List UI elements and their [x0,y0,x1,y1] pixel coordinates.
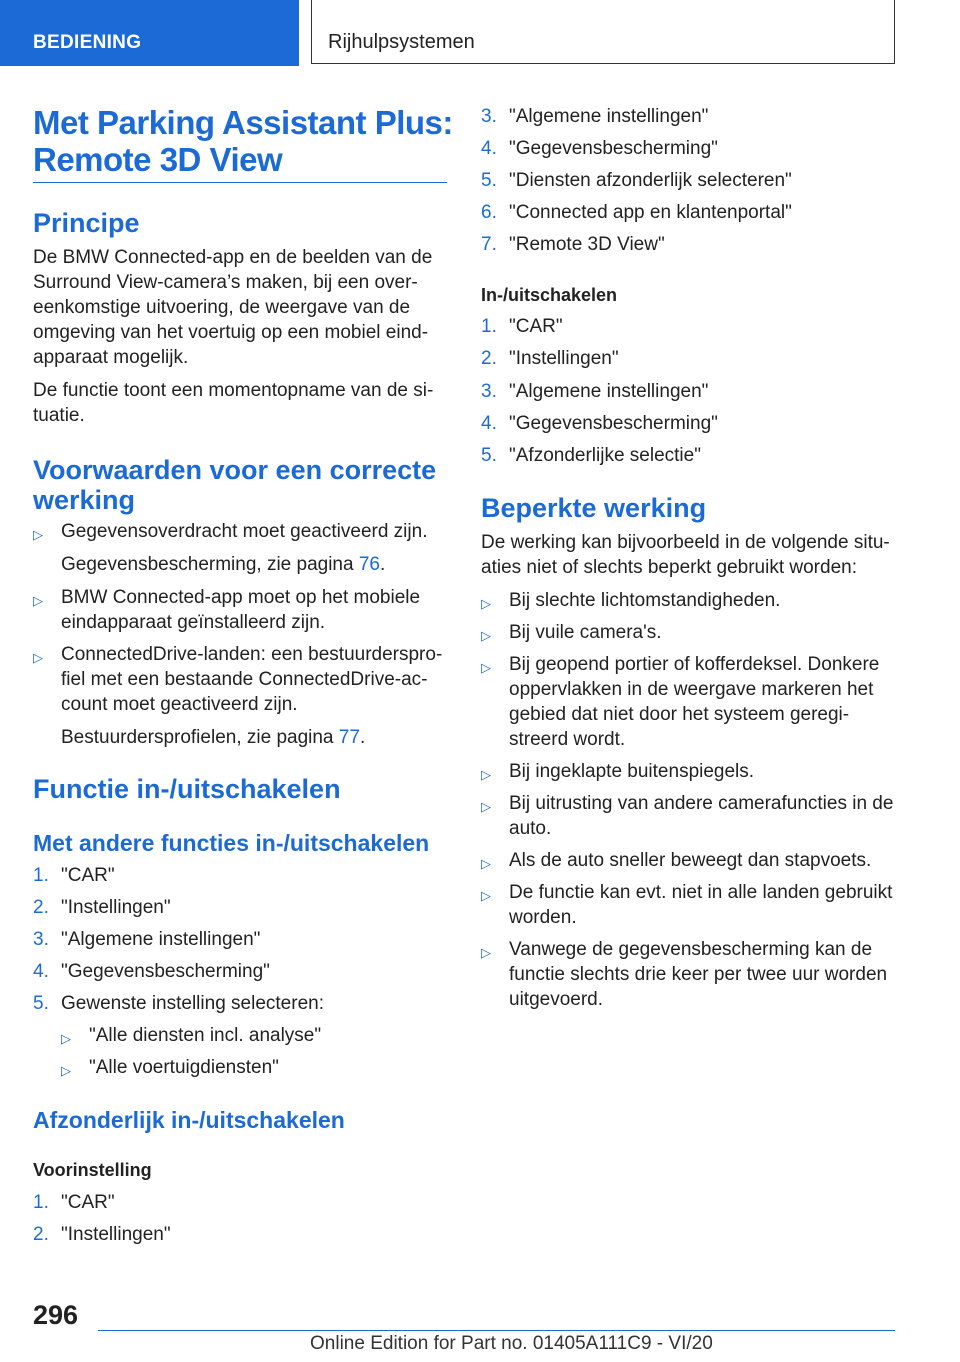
triangle-bullet-icon: ▷ [481,660,491,675]
item-note [61,552,427,577]
item-text [509,937,887,1012]
text-line: aties niet of slechts beperkt gebruikt worden: [481,557,857,578]
text-line: De werking kan bijvoorbeeld in de volgende situ- [481,532,890,553]
text-line: Als de auto sneller beweegt dan stapvoets. [509,850,872,871]
step-text: Gewenste instelling selecteren: [61,993,324,1014]
text-line: De functie kan evt. niet in alle landen gebruikt [509,882,893,903]
text-line: Bij uitrusting van andere camerafuncties in de [509,793,894,814]
step-number: 4. [481,138,497,159]
step-number: 6. [481,202,497,223]
step-number: 2. [481,348,497,369]
heading-voorwaarden [33,455,436,515]
step-text: "Gegevensbescherming" [509,138,718,159]
page-title-line-2: Remote 3D View [33,141,283,178]
triangle-bullet-icon: ▷ [481,799,491,814]
section-tab: BEDIENING [0,0,299,66]
step-number: 5. [33,993,49,1014]
step-number: 1. [481,316,497,337]
text-line: Bij slechte lichtomstandigheden. [509,590,781,611]
footer-rule [98,1330,895,1331]
step-text: "Algemene instellingen" [509,381,709,402]
step-number: 3. [481,106,497,127]
text-line: Surround View-camera’s maken, bij een over- [33,272,418,293]
item-text [61,585,420,635]
title-rule [33,182,447,183]
text-line: Bij vuile camera's. [509,622,662,643]
heading-line: Voorwaarden voor een correcte [33,455,437,485]
text-line: gebied dat niet door het systeem geregi- [509,704,850,725]
principe-paragraph-2 [33,378,433,428]
step-text: "CAR" [61,1192,115,1213]
step-text: "Instellingen" [509,348,619,369]
text-line: eenkomstige uitvoering, de weergave van de [33,297,411,318]
note-text: Gegevensbescherming, zie pagina [61,554,359,575]
text-line: fiel met een bestaande ConnectedDrive-ac- [61,669,428,690]
step-text: "Connected app en klantenportal" [509,202,792,223]
step-text: "Algemene instellingen" [61,929,261,950]
note-text: Bestuurdersprofielen, zie pagina [61,727,339,748]
text-line: De BMW Connected-app en de beelden van de [33,247,433,268]
item-text [509,588,780,613]
text-line: BMW Connected-app moet op het mobiele [61,587,421,608]
page-reference-link[interactable]: 76 [358,554,380,575]
item-text [61,642,442,750]
principe-paragraph-1 [33,245,432,370]
item-text [509,620,662,645]
beperkte-intro [481,530,890,580]
heading-afzonderlijk: Afzonderlijk in-/uitschakelen [33,1107,345,1133]
triangle-bullet-icon: ▷ [61,1031,71,1046]
step-text: "Gegevensbescherming" [509,413,718,434]
triangle-bullet-icon: ▷ [33,593,43,608]
step-number: 7. [481,234,497,255]
step-number: 2. [33,897,49,918]
page-title-line-1: Met Parking Assistant Plus: [33,104,453,141]
text-line: apparaat mogelijk. [33,347,189,368]
triangle-bullet-icon: ▷ [33,527,43,542]
page-header [0,0,960,66]
sub-item-text: "Alle diensten incl. analyse" [89,1025,322,1046]
triangle-bullet-icon: ▷ [61,1063,71,1078]
item-text [509,652,879,752]
text-line: streerd wordt. [509,729,626,750]
page-reference-link[interactable]: 77 [338,727,360,748]
heading-voorinstelling: Voorinstelling [33,1160,152,1180]
step-number: 4. [481,413,497,434]
step-text: "Remote 3D View" [509,234,665,255]
note-end: . [380,554,386,575]
text-line: Vanwege de gegevensbescherming kan de [509,939,873,960]
heading-in-uitschakelen: In-/uitschakelen [481,285,618,305]
item-text [509,759,754,784]
step-number: 5. [481,445,497,466]
triangle-bullet-icon: ▷ [481,945,491,960]
heading-principe: Principe [33,208,140,238]
step-number: 1. [33,865,49,886]
triangle-bullet-icon: ▷ [481,856,491,871]
heading-functie: Functie in-/uitschakelen [33,774,341,804]
heading-beperkte-werking: Beperkte werking [481,493,707,523]
text-line: eindapparaat geïnstalleerd zijn. [61,612,326,633]
step-text: "CAR" [509,316,563,337]
step-text: "Diensten afzonderlijk selecteren" [509,170,792,191]
step-number: 2. [33,1224,49,1245]
step-number: 4. [33,961,49,982]
text-line: ConnectedDrive-landen: een bestuurderspro- [61,644,443,665]
text-line: uitgevoerd. [509,989,604,1010]
note-end: . [359,727,366,748]
text-line: auto. [509,818,552,839]
text-line: worden. [509,907,577,928]
text-line: De functie toont een momentopname van de si- [33,380,434,401]
triangle-bullet-icon: ▷ [33,650,43,665]
step-text: "Instellingen" [61,1224,171,1245]
page-number: 296 [33,1300,79,1330]
step-text: "CAR" [61,865,115,886]
step-number: 5. [481,170,497,191]
text-line: Bij ingeklapte buitenspiegels. [509,761,755,782]
text-line: functie slechts drie keer per twee uur worden [509,964,888,985]
step-text: "Algemene instellingen" [509,106,709,127]
step-number: 3. [481,381,497,402]
heading-andere-functies: Met andere functies in-/uitschakelen [33,830,430,856]
step-number: 1. [33,1192,49,1213]
chapter-title: Rijhulpsystemen [311,0,895,64]
heading-line: werking [33,485,136,515]
item-text [509,791,893,841]
step-number: 3. [33,929,49,950]
step-text: "Afzonderlijke selectie" [509,445,701,466]
item-note [61,725,442,750]
item-text [509,848,871,873]
triangle-bullet-icon: ▷ [481,888,491,903]
triangle-bullet-icon: ▷ [481,767,491,782]
item-text [509,880,892,930]
item-text [61,519,427,577]
sub-item-text: "Alle voertuigdiensten" [89,1057,279,1078]
step-text: "Instellingen" [61,897,171,918]
text-line: Bij geopend portier of kofferdeksel. Donkere [509,654,880,675]
step-text: "Gegevensbescherming" [61,961,270,982]
triangle-bullet-icon: ▷ [481,628,491,643]
edition-text: Online Edition for Part no. 01405A111C9 - VI/20 [310,1333,713,1354]
triangle-bullet-icon: ▷ [481,596,491,611]
text-line: tuatie. [33,405,85,426]
text-line: oppervlakken in de weergave markeren het [509,679,874,700]
text-line: Gegevensoverdracht moet geactiveerd zijn. [61,521,428,542]
text-line: omgeving van het voertuig op een mobiel eind- [33,322,429,343]
text-line: count moet geactiveerd zijn. [61,694,298,715]
